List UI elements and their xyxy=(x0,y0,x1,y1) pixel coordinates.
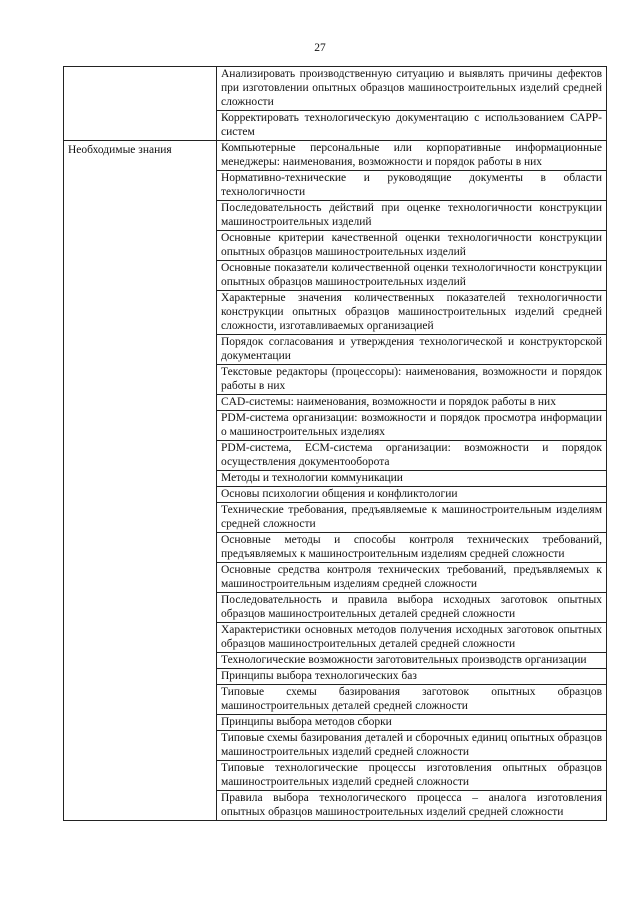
knowledge-item: PDM-система, ECM-система организации: возможности и порядок осуществления документооборота xyxy=(217,441,607,471)
table-row xyxy=(64,67,607,111)
knowledge-item: Технические требования, предъявляемые к машиностроительным изделиям средней сложности xyxy=(217,503,607,533)
knowledge-item: Типовые технологические процессы изготовления опытных образцов машиностроительных изделий средней сложности xyxy=(217,761,607,791)
knowledge-item: Основные показатели количественной оценки технологичности конструкции опытных образцов машиностроительных изделий xyxy=(217,261,607,291)
knowledge-item: CAD-системы: наименования, возможности и порядок работы в них xyxy=(217,395,607,411)
knowledge-item: Основные критерии качественной оценки технологичности конструкции опытных образцов машиностроительных изделий xyxy=(217,231,607,261)
knowledge-item: Методы и технологии коммуникации xyxy=(217,471,607,487)
knowledge-item: Основные средства контроля технических требований, предъявляемых к машиностроительным изделиям средней сложности xyxy=(217,563,607,593)
knowledge-item: Принципы выбора методов сборки xyxy=(217,715,607,731)
competency-table xyxy=(63,66,607,821)
knowledge-item: PDM-система организации: возможности и порядок просмотра информации о машиностроительных изделиях xyxy=(217,411,607,441)
knowledge-item: Текстовые редакторы (процессоры): наименования, возможности и порядок работы в них xyxy=(217,365,607,395)
skill-item: Анализировать производственную ситуацию и выявлять причины дефектов при изготовлении опытных образцов машиностроительных изделий средней сложности xyxy=(217,67,607,111)
table-row xyxy=(64,111,607,141)
knowledge-item: Последовательность действий при оценке технологичности конструкции машиностроительных изделий xyxy=(217,201,607,231)
label-cell-empty xyxy=(64,67,217,111)
knowledge-item: Последовательность и правила выбора исходных заготовок опытных образцов машиностроительных деталей средней сложности xyxy=(217,593,607,623)
knowledge-item: Правила выбора технологического процесса – аналога изготовления опытных образцов машиностроительных изделий средней сложности xyxy=(217,791,607,821)
knowledge-item: Основы психологии общения и конфликтологии xyxy=(217,487,607,503)
knowledge-item: Характерные значения количественных показателей технологичности конструкции опытных образцов машиностроительных изделий средней сложности, изготавливаемых организацией xyxy=(217,291,607,335)
table-row xyxy=(64,141,607,171)
knowledge-item: Типовые схемы базирования деталей и сборочных единиц опытных образцов машиностроительных изделий средней сложности xyxy=(217,731,607,761)
skill-item: Корректировать технологическую документацию с использованием САРР-систем xyxy=(217,111,607,141)
label-cell-empty xyxy=(64,111,217,141)
knowledge-item: Характеристики основных методов получения исходных заготовок опытных образцов машиностроительных деталей средней сложности xyxy=(217,623,607,653)
page-number: 27 xyxy=(314,42,326,54)
knowledge-item: Принципы выбора технологических баз xyxy=(217,669,607,685)
knowledge-label: Необходимые знания xyxy=(64,141,217,821)
knowledge-item: Типовые схемы базирования заготовок опытных образцов машиностроительных деталей средней сложности xyxy=(217,685,607,715)
knowledge-item: Основные методы и способы контроля технических требований, предъявляемых к машиностроительным изделиям средней сложности xyxy=(217,533,607,563)
knowledge-item: Компьютерные персональные или корпоративные информационные менеджеры: наименования, возможности и порядок работы в них xyxy=(217,141,607,171)
knowledge-item: Технологические возможности заготовительных производств организации xyxy=(217,653,607,669)
knowledge-item: Порядок согласования и утверждения технологической и конструкторской документации xyxy=(217,335,607,365)
knowledge-item: Нормативно-технические и руководящие документы в области технологичности xyxy=(217,171,607,201)
